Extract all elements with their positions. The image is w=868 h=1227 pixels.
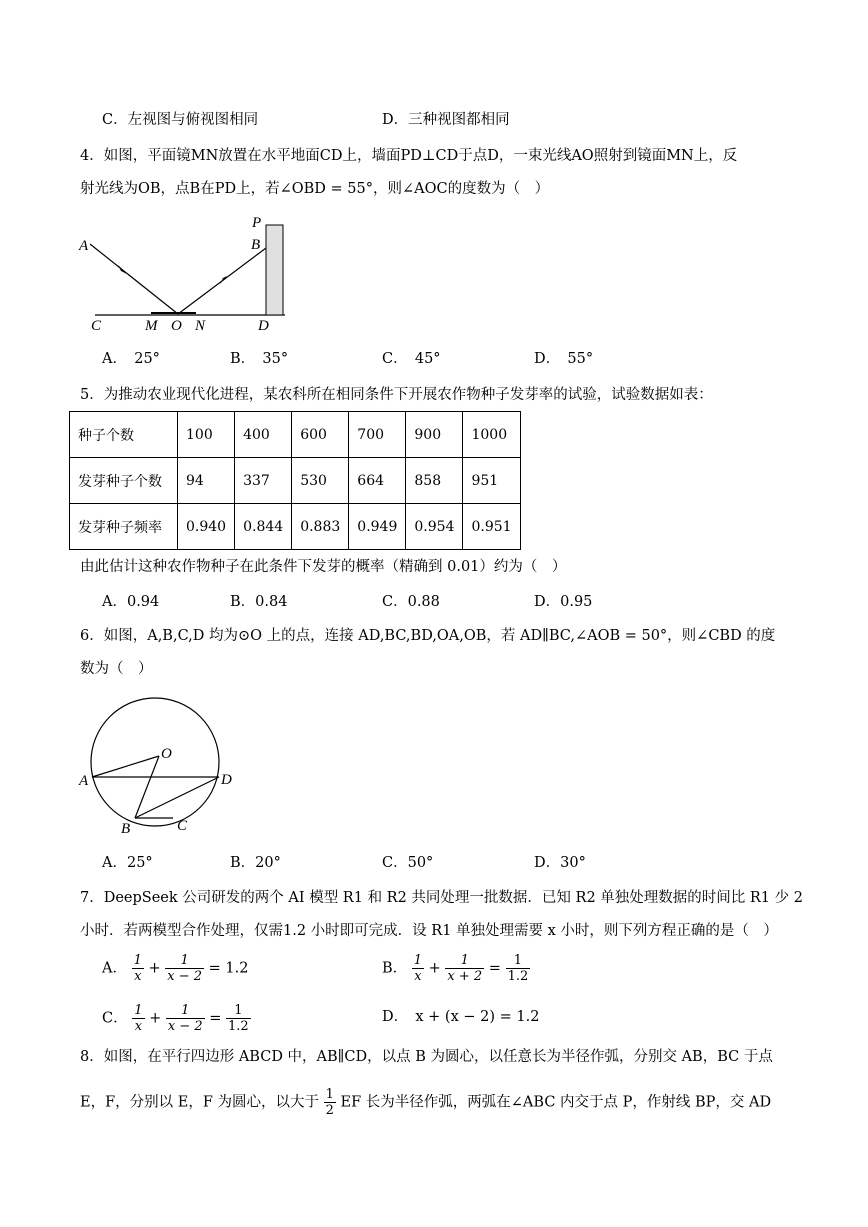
q4-option-b: B． 35° [230, 351, 289, 367]
q7-text-line1: 7．DeepSeek 公司研发的两个 AI 模型 R1 和 R2 共同处理一批数据．已知 R2 单独处理数据的时间比 R1 少 2 [80, 890, 803, 906]
q5-data-table [69, 411, 521, 550]
table-cell: 858 [406, 458, 463, 504]
q6-option-d: D．30° [534, 855, 586, 871]
q6-option-a: A．25° [102, 855, 153, 871]
table-cell: 530 [292, 458, 349, 504]
table-cell: 种子个数 [70, 412, 178, 458]
q5-text-line1: 5．为推动农业现代化进程，某农科所在相同条件下开展农作物种子发芽率的试验，试验数据如表： [80, 387, 713, 403]
numerator: 1 [325, 1087, 334, 1102]
q7-option-d: D． x + (x − 2) = 1.2 [382, 1009, 540, 1025]
q8-text-line2 [80, 1087, 771, 1118]
table-cell: 0.951 [463, 504, 520, 550]
table-cell: 700 [349, 412, 406, 458]
numerator: 1 [445, 953, 484, 969]
q4-option-c: C． 45° [382, 351, 441, 367]
table-cell: 337 [235, 458, 292, 504]
fraction [445, 953, 484, 984]
fraction [412, 953, 424, 984]
table-cell: 400 [235, 412, 292, 458]
table-cell: 0.949 [349, 504, 406, 550]
option-prefix: B． [382, 960, 408, 977]
denominator: x − 2 [167, 969, 203, 984]
denominator: x + 2 [447, 969, 483, 984]
q4-label-p: P [252, 215, 262, 231]
denominator: x − 2 [167, 1019, 203, 1034]
fraction [226, 1003, 251, 1034]
q4-label-a: A [79, 238, 89, 254]
option-prefix: C． [102, 1010, 128, 1027]
table-cell: 664 [349, 458, 406, 504]
fraction-one-half [324, 1087, 336, 1118]
q4-option-a: A． 25° [102, 351, 160, 367]
denominator: x [134, 1019, 143, 1034]
numerator: 1 [413, 953, 423, 968]
denominator: x [134, 969, 142, 984]
q6-text-line2: 数为（ ） [80, 661, 153, 677]
table-cell: 1000 [463, 412, 520, 458]
q3-option-d: D．三种视图都相同 [382, 112, 510, 128]
equals-sign: = [209, 1010, 222, 1027]
fraction [132, 1003, 144, 1034]
q5-option-b: B．0.84 [230, 594, 288, 610]
q6-label-a: A [79, 773, 89, 789]
q7-option-c [102, 1003, 251, 1034]
table-row [70, 412, 521, 458]
q7-option-a [102, 953, 248, 984]
q4-label-m: M [145, 318, 158, 334]
table-cell: 0.954 [406, 504, 463, 550]
plus-sign: + [428, 960, 441, 977]
table-cell: 100 [178, 412, 235, 458]
table-cell: 0.844 [235, 504, 292, 550]
numerator: 1 [506, 953, 531, 969]
table-cell: 600 [292, 412, 349, 458]
q6-option-c: C．50° [382, 855, 434, 871]
q5-option-a: A．0.94 [102, 594, 160, 610]
option-prefix: A． [102, 960, 127, 977]
q5-option-c: C．0.88 [382, 594, 440, 610]
q6-segment-oa [92, 756, 159, 777]
q4-label-o: O [171, 318, 182, 334]
table-row [70, 504, 521, 550]
q7-option-b [382, 953, 530, 984]
q4-label-n: N [195, 318, 206, 334]
numerator: 1 [226, 1003, 251, 1019]
q6-label-o: O [161, 746, 172, 762]
plus-sign: + [149, 1010, 162, 1027]
q6-circle [91, 698, 219, 826]
q4-ray-ao [90, 244, 178, 314]
denominator: 2 [325, 1103, 334, 1118]
q3-option-c: C．左视图与俯视图相同 [102, 112, 259, 128]
q6-option-b: B．20° [230, 855, 281, 871]
table-cell: 发芽种子频率 [70, 504, 178, 550]
denominator: x [414, 969, 422, 984]
table-cell: 0.940 [178, 504, 235, 550]
q4-label-b: B [251, 237, 261, 253]
table-cell: 94 [178, 458, 235, 504]
q4-label-d: D [258, 318, 269, 334]
fraction [132, 953, 144, 984]
q6-circle-figure [75, 690, 245, 840]
q7-text-line2: 小时．若两模型合作处理，仅需1.2 小时即可完成．设 R1 单独处理需要 x 小时，则下列方程正确的是（ ） [80, 923, 778, 939]
fraction [506, 953, 531, 984]
q4-text-line2: 射光线为OB，点B在PD上，若∠OBD = 55°，则∠AOC的度数为（ ） [80, 181, 550, 197]
table-cell: 951 [463, 458, 520, 504]
denominator: 1.2 [507, 969, 529, 984]
q4-label-c: C [91, 318, 102, 334]
table-cell: 发芽种子个数 [70, 458, 178, 504]
q5-option-d: D．0.95 [534, 594, 593, 610]
q6-label-b: B [121, 821, 131, 837]
table-cell: 0.883 [292, 504, 349, 550]
q4-text-line1: 4．如图，平面镜MN放置在水平地面CD上，墙面PD⊥CD于点D，一束光线AO照射到镜面MN上，反 [80, 148, 738, 164]
denominator: 1.2 [228, 1019, 249, 1034]
q6-chord-bd [135, 777, 219, 818]
equals-sign: = [488, 960, 501, 977]
q8-text-part2: EF 长为半径作弧，两弧在∠ABC 内交于点 P，作射线 BP，交 AD [340, 1094, 772, 1111]
q4-wall-pd [266, 225, 283, 315]
table-cell: 900 [406, 412, 463, 458]
q4-mirror-figure [75, 208, 305, 338]
q8-text-line1: 8．如图，在平行四边形 ABCD 中，AB∥CD，以点 B 为圆心，以任意长为半径作弧，分别交 AB，BC 于点 [80, 1049, 773, 1065]
table-row [70, 458, 521, 504]
numerator: 1 [165, 953, 204, 969]
q5-text-line2: 由此估计这种农作物种子在此条件下发芽的概率（精确到 0.01）约为（ ） [80, 559, 567, 575]
fraction [166, 1003, 205, 1034]
numerator: 1 [133, 953, 142, 968]
q8-text-part1: E，F，分别以 E，F 为圆心，以大于 [80, 1094, 320, 1111]
q4-option-d: D． 55° [534, 351, 594, 367]
q6-label-d: D [221, 772, 232, 788]
plus-sign: + [148, 960, 161, 977]
q6-label-c: C [177, 818, 188, 834]
q6-text-line1: 6．如图，A,B,C,D 均为⊙O 上的点，连接 AD,BC,BD,OA,OB，若 AD∥BC,∠AOB = 50°，则∠CBD 的度 [80, 628, 776, 644]
numerator: 1 [166, 1003, 205, 1019]
q4-arrow-ob [220, 276, 227, 284]
fraction [165, 953, 204, 984]
right-hand-side: = 1.2 [208, 960, 249, 977]
numerator: 1 [134, 1003, 143, 1018]
